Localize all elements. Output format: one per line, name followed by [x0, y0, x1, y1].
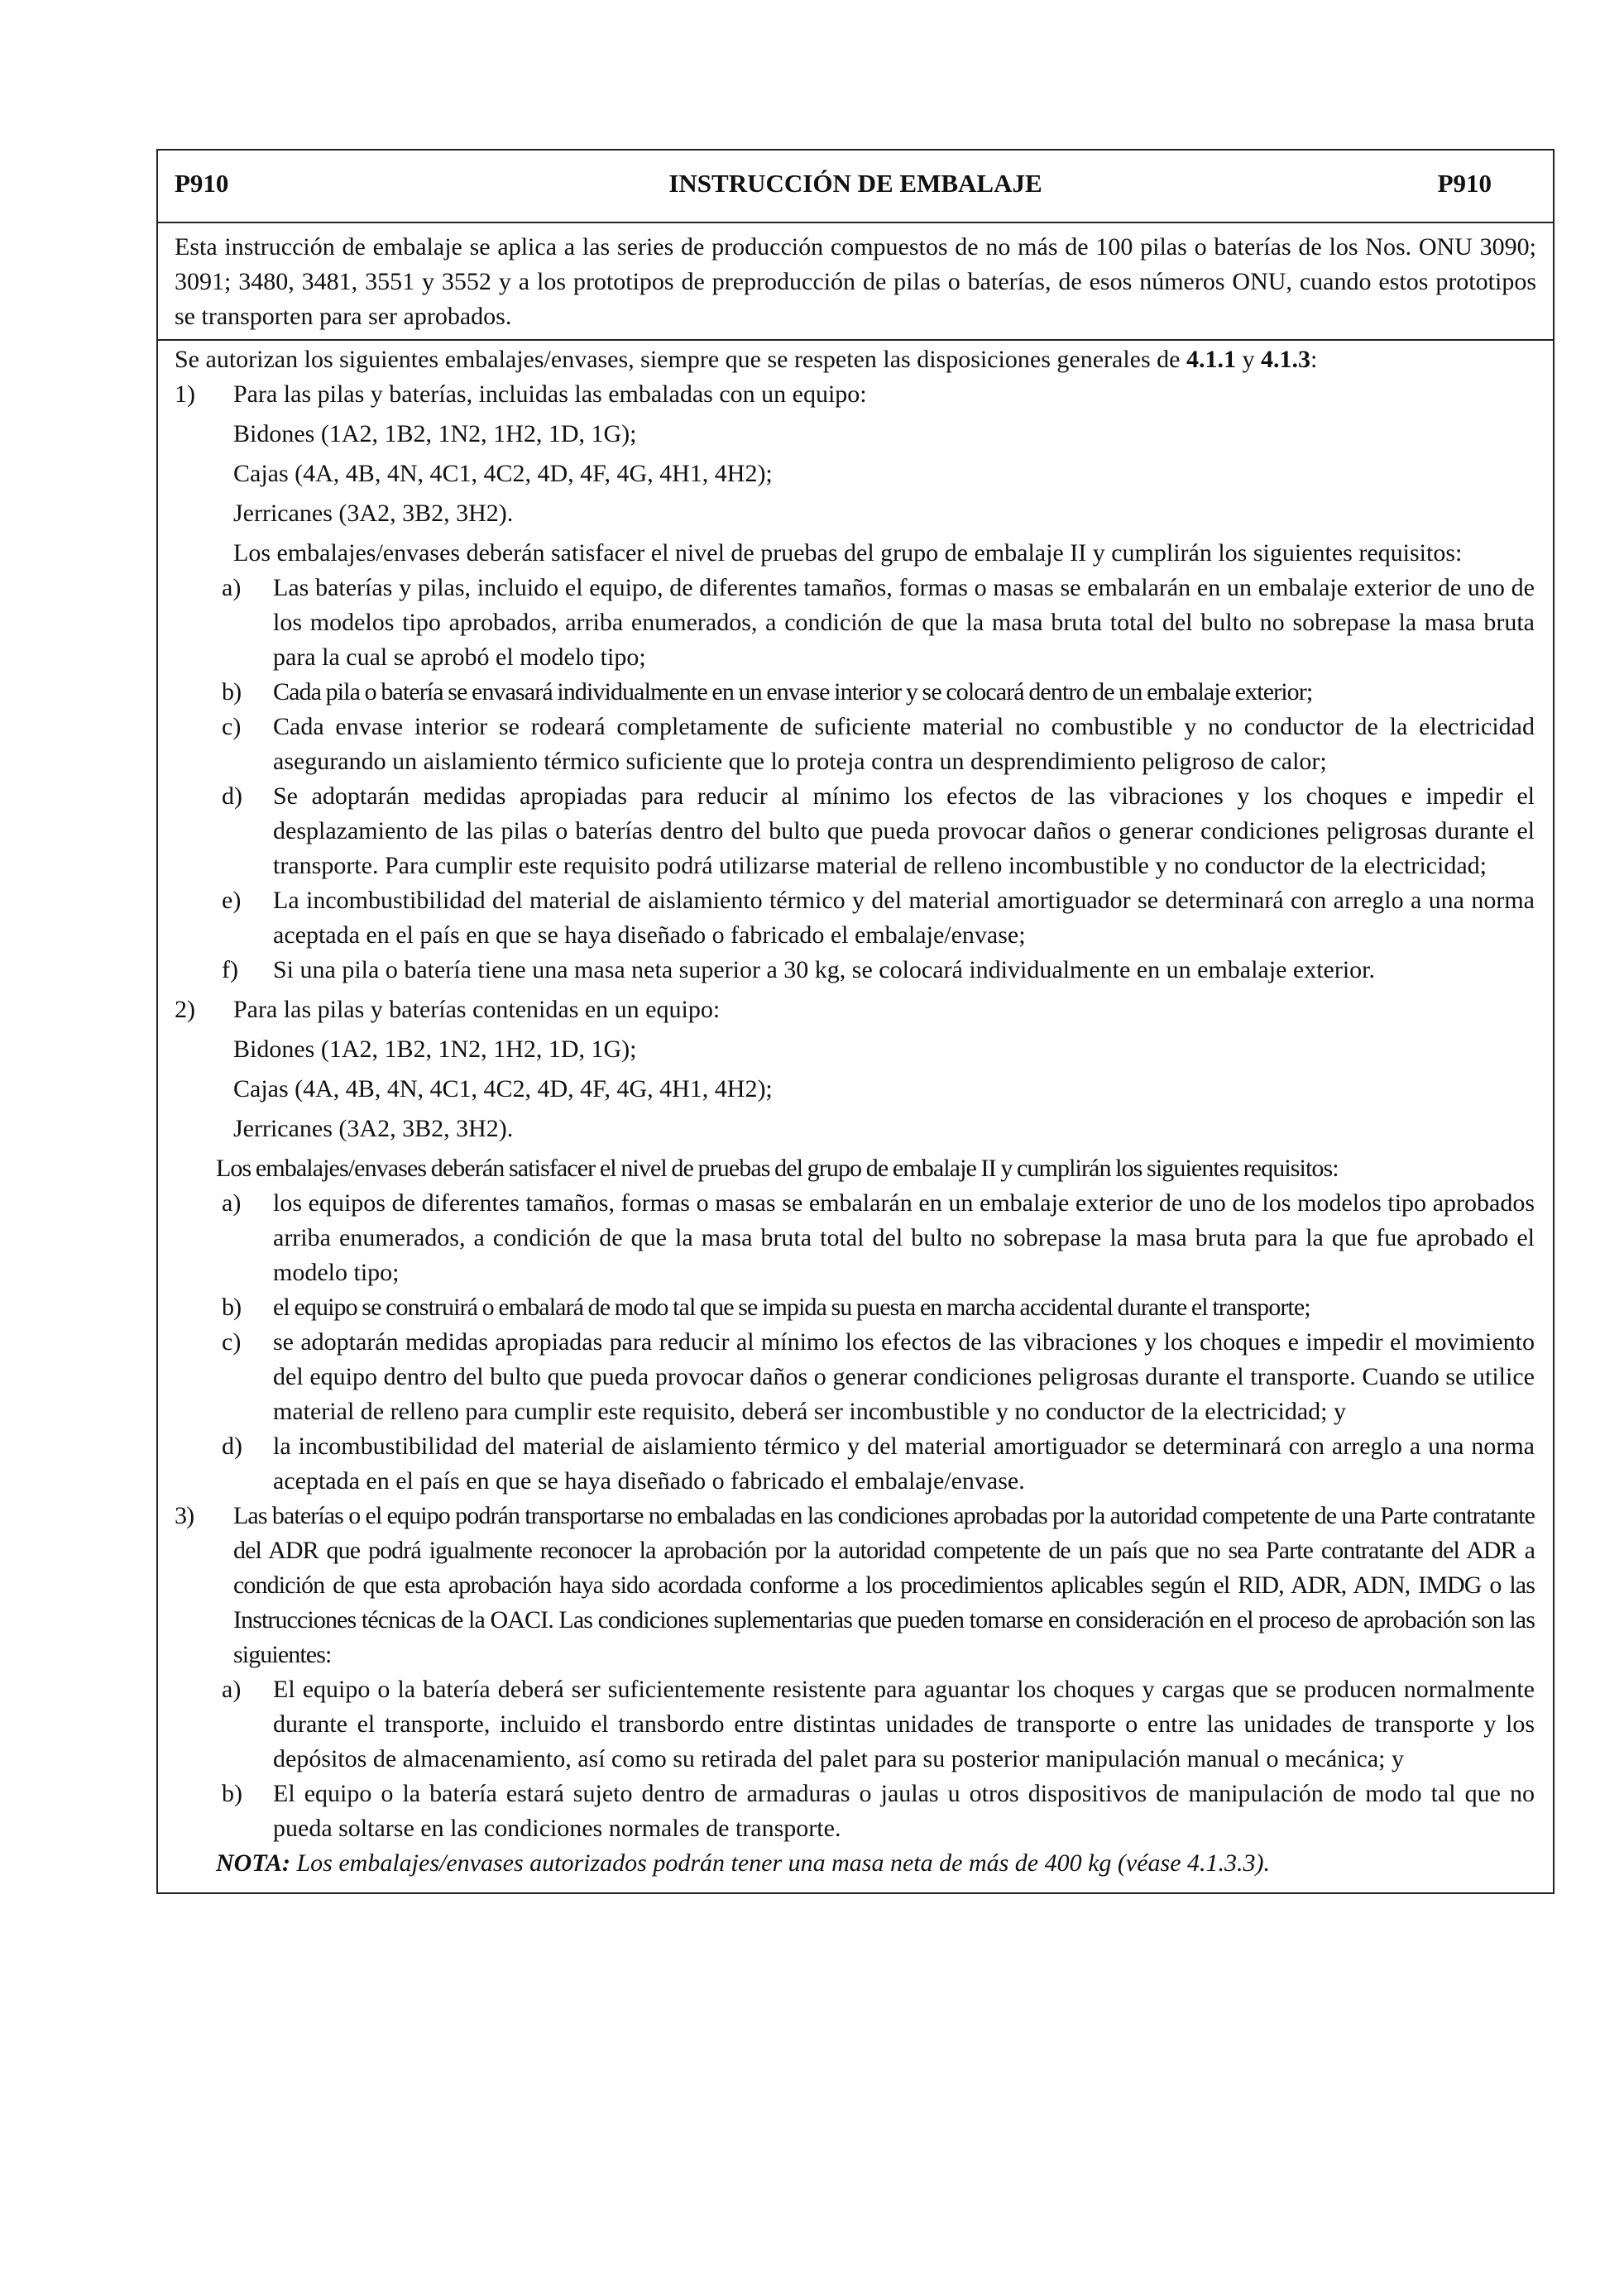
table-header	[158, 151, 1553, 223]
section-1-item-f	[158, 953, 1553, 988]
item-text: los equipos de diferentes tamaños, formas o masas se embalarán en un embalaje exterior de uno de los modelos tipo aprobados arriba enumerados, a condición de que la masa bruta total del bulto no sobrepase la masa bruta para la que fue aprobado el modelo tipo;	[273, 1189, 1535, 1286]
note-text: Los embalajes/envases autorizados podrán tener una masa neta de más de 400 kg (véase 4.1.3.3).	[290, 1849, 1271, 1877]
item-text: el equipo se construirá o embalará de modo tal que se impida su puesta en marcha accidental durante el transporte;	[273, 1294, 1310, 1321]
section-2-item-d	[158, 1429, 1553, 1499]
section-2-requirements-intro: Los embalajes/envases deberán satisfacer el nivel de pruebas del grupo de embalaje II y cumplirán los siguientes requisitos:	[216, 1155, 1339, 1182]
instruction-body	[158, 341, 1553, 1892]
item-text: Si una pila o batería tiene una masa neta superior a 30 kg, se colocará individualmente en un embalaje exterior.	[273, 956, 1376, 983]
section-1	[158, 377, 1553, 412]
instruction-code-left: P910	[175, 169, 229, 198]
section-3-item-a	[158, 1672, 1553, 1777]
section-3-item-b	[158, 1777, 1553, 1846]
section-3-number: 3)	[175, 1502, 194, 1529]
item-label: f)	[222, 956, 238, 983]
note	[158, 1846, 1553, 1881]
item-label: b)	[222, 1294, 242, 1321]
item-text: La incombustibilidad del material de aislamiento térmico y del material amortiguador se determinará con arreglo a una norma aceptada en el país en que se haya diseñado o fabricado el embalaje/envase;	[273, 887, 1535, 949]
section-1-item-b	[158, 675, 1553, 710]
section-1-item-c	[158, 710, 1553, 779]
packing-instruction-table	[156, 149, 1555, 1894]
section-2-item-b	[158, 1290, 1553, 1325]
item-text: Se adoptarán medidas apropiadas para reducir al mínimo los efectos de las vibraciones y los choques e impedir el desplazamiento de las pilas o baterías dentro del bulto que pueda provocar daños o generar condiciones peligrosas durante el transporte. Para cumplir este requisito podrá utilizarse material de relleno incombustible y no conductor de la electricidad;	[273, 782, 1535, 879]
intro-paragraph	[158, 342, 1553, 377]
section-1-packaging-boxes: Cajas (4A, 4B, 4N, 4C1, 4C2, 4D, 4F, 4G, 4H1, 4H2);	[233, 460, 773, 487]
section-2-text: Para las pilas y baterías contenidas en un equipo:	[233, 996, 721, 1023]
section-1-item-d	[158, 779, 1553, 883]
instruction-title: INSTRUCCIÓN DE EMBALAJE	[668, 169, 1042, 198]
item-label: a)	[222, 1189, 242, 1217]
section-2-packaging-drums: Bidones (1A2, 1B2, 1N2, 1H2, 1D, 1G);	[233, 1036, 637, 1063]
section-1-packaging-jerricans: Jerricanes (3A2, 3B2, 3H2).	[233, 500, 514, 527]
item-label: d)	[222, 1433, 242, 1460]
intro-text: Se autorizan los siguientes embalajes/envases, siempre que se respeten las disposiciones generales de	[175, 346, 1186, 373]
item-text: la incombustibilidad del material de aislamiento térmico y del material amortiguador se determinará con arreglo a una norma aceptada en el país en que se haya diseñado o fabricado el embalaje/envase.	[273, 1433, 1535, 1495]
item-label: c)	[222, 1328, 242, 1356]
section-2-item-c	[158, 1325, 1553, 1429]
instruction-code-right: P910	[1437, 169, 1492, 198]
item-label: b)	[222, 678, 242, 706]
item-text: Las baterías y pilas, incluido el equipo, de diferentes tamaños, formas o masas se embalarán en un embalaje exterior de uno de los modelos tipo aprobados, arriba enumerados, a condición de que la masa bruta total del bulto no sobrepase la masa bruta para la cual se aprobó el modelo tipo;	[273, 574, 1535, 671]
section-2-item-a	[158, 1186, 1553, 1290]
item-label: b)	[222, 1780, 242, 1807]
note-label: NOTA:	[216, 1849, 290, 1877]
item-text: El equipo o la batería estará sujeto dentro de armaduras o jaulas u otros dispositivos de manipulación de modo tal que no pueda soltarse en las condiciones normales de transporte.	[273, 1780, 1535, 1842]
section-2-packaging-jerricans: Jerricanes (3A2, 3B2, 3H2).	[233, 1115, 514, 1142]
ref-4-1-1: 4.1.1	[1186, 346, 1236, 373]
section-2-number: 2)	[175, 996, 195, 1023]
section-2-packaging-boxes: Cajas (4A, 4B, 4N, 4C1, 4C2, 4D, 4F, 4G, 4H1, 4H2);	[233, 1075, 773, 1103]
intro-end: :	[1310, 346, 1318, 373]
section-1-text: Para las pilas y baterías, incluidas las embaladas con un equipo:	[233, 380, 867, 408]
section-1-requirements-intro: Los embalajes/envases deberán satisfacer el nivel de pruebas del grupo de embalaje II y cumplirán los siguientes requisitos:	[233, 539, 1463, 567]
section-1-packaging-drums: Bidones (1A2, 1B2, 1N2, 1H2, 1D, 1G);	[233, 420, 637, 447]
section-1-number: 1)	[175, 380, 195, 408]
item-text: Cada pila o batería se envasará individualmente en un envase interior y se colocará dentro de un embalaje exterior;	[273, 678, 1313, 706]
scope-paragraph: Esta instrucción de embalaje se aplica a las series de producción compuestos de no más de 100 pilas o baterías de los Nos. ONU 3090; 3091; 3480, 3481, 3551 y 3552 y a los prototipos de preproducción de pilas o baterías, de esos números ONU, cuando estos prototipos se transporten para ser aprobados.	[158, 223, 1553, 341]
section-3-text: Las baterías o el equipo podrán transportarse no embaladas en las condiciones aprobadas por la autoridad competente de una Parte contratante del ADR que podrá igualmente reconocer la aprobación por la autoridad competente de un país que no sea Parte contratante del ADR a condición de que esta aprobación haya sido acordada conforme a los procedimientos aplicables según el RID, ADR, ADN, IMDG o las Instrucciones técnicas de la OACI. Las condiciones suplementarias que pueden tomarse en consideración en el proceso de aprobación son las siguientes:	[233, 1502, 1535, 1668]
item-text: El equipo o la batería deberá ser suficientemente resistente para aguantar los choques y cargas que se producen normalmente durante el transporte, incluido el transbordo entre distintas unidades de transporte o entre las unidades de transporte y los depósitos de almacenamiento, así como su retirada del palet para su posterior manipulación manual o mecánica; y	[273, 1676, 1535, 1772]
ref-4-1-3: 4.1.3	[1260, 346, 1310, 373]
item-label: a)	[222, 1676, 242, 1703]
section-1-item-a	[158, 571, 1553, 675]
intro-join: y	[1235, 346, 1261, 373]
item-text: Cada envase interior se rodeará completamente de suficiente material no combustible y no conductor de la electricidad asegurando un aislamiento térmico suficiente que lo proteja contra un desprendimiento peligroso de calor;	[273, 713, 1535, 775]
item-label: e)	[222, 887, 242, 914]
item-label: c)	[222, 713, 242, 740]
item-label: a)	[222, 574, 242, 601]
item-text: se adoptarán medidas apropiadas para reducir al mínimo los efectos de las vibraciones y los choques e impedir el movimiento del equipo dentro del bulto que pueda provocar daños o generar condiciones peligrosas durante el transporte. Cuando se utilice material de relleno para cumplir este requisito, deberá ser incombustible y no conductor de la electricidad; y	[273, 1328, 1535, 1425]
section-1-item-e	[158, 883, 1553, 953]
section-2	[158, 993, 1553, 1027]
section-3	[158, 1499, 1553, 1672]
item-label: d)	[222, 782, 242, 810]
